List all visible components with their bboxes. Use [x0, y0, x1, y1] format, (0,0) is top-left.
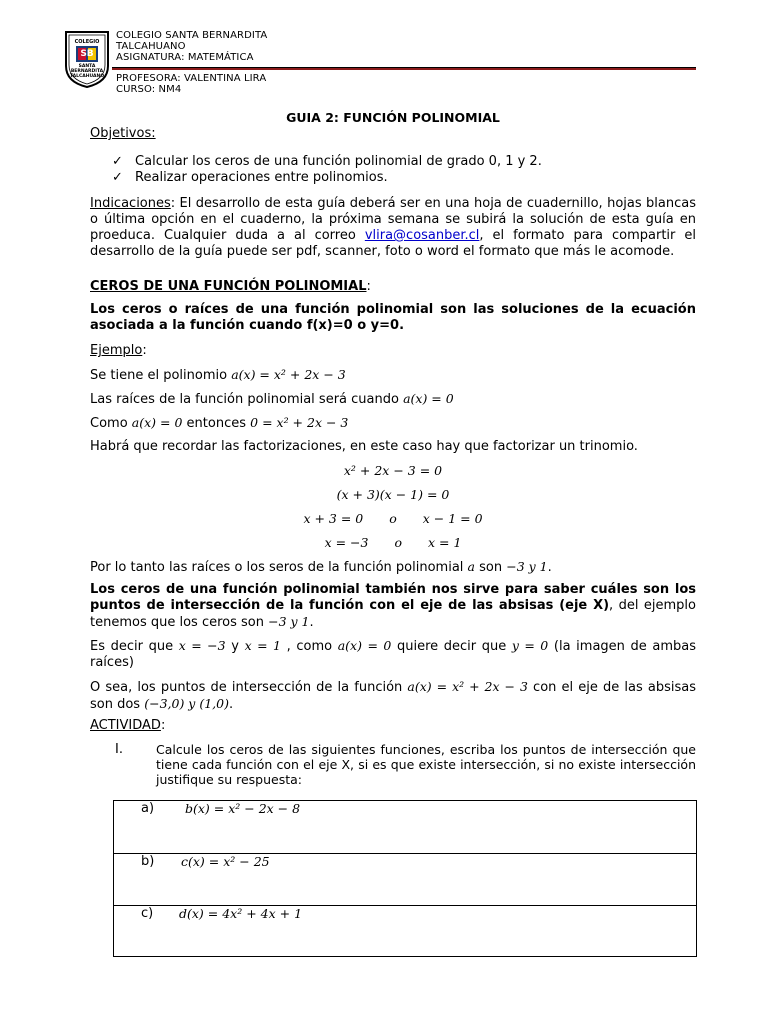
logo-bottom-text-1: SANTA [78, 64, 96, 69]
activity-heading [90, 718, 165, 734]
intersection-paragraph [90, 582, 696, 631]
conclusion-math-b: −3 y 1 [506, 559, 548, 574]
objective-text: Calcular los ceros de una función polinomial de grado 0, 1 y 2. [135, 154, 542, 169]
p3-text-a: O sea, los puntos de intersección de la función [90, 680, 408, 695]
header-city: TALCAHUANO [116, 41, 186, 52]
p2-math-1: x = −3 [178, 638, 226, 653]
header-subject: ASIGNATURA: MATEMÁTICA [116, 52, 254, 63]
example-line-2 [90, 391, 454, 408]
exercise-label: b) [141, 854, 155, 869]
conclusion-text-a: Por lo tanto las raíces o los seros de la función polinomial [90, 560, 468, 575]
indications-text-1: : El desarrollo de esta guía deberá ser en una hoja de cuadernillo, hojas blancas o última opción en el cuaderno, la próxima semana se subirá la solución de esta guía en proeduca. Cualquier duda a al correo [90, 196, 696, 243]
conclusion-text-c: . [547, 560, 552, 575]
exercise-row[interactable] [141, 906, 681, 926]
p2-text-a: Es decir que [90, 639, 179, 654]
indications-paragraph [90, 196, 696, 260]
example-line-3-math-a: a(x) = 0 [131, 415, 183, 430]
equation-3 [90, 511, 696, 526]
equation-4 [90, 535, 696, 550]
exercise-function: b(x) = x² − 2x − 8 [185, 801, 301, 816]
exercise-label: a) [141, 801, 155, 816]
equation-3-left: x + 3 = 0 [303, 511, 364, 526]
example-line-2-math: a(x) = 0 [403, 391, 454, 406]
logo-top-text: COLEGIO [74, 39, 100, 45]
equation-3-right: x − 1 = 0 [422, 511, 483, 526]
indications-text-2: , el formato para compartir el desarrollo de la guía puede ser pdf, scanner, foto o word el formato que más le acomode. [90, 228, 696, 259]
header-school: COLEGIO SANTA BERNARDITA [116, 30, 268, 41]
equation-3-or: o [389, 511, 397, 526]
logo-initials: SB [80, 49, 94, 59]
intersection-math: −3 y 1 [268, 614, 310, 629]
exercise-function: c(x) = x² − 25 [181, 854, 270, 869]
conclusion-line [90, 559, 552, 576]
header-teacher: PROFESORA: VALENTINA LIRA [116, 73, 267, 84]
equation-4-right: x = 1 [427, 535, 462, 550]
p2-text-e: (la imagen de ambas raíces) [90, 639, 697, 670]
equation-4-left: x = −3 [324, 535, 369, 550]
section-heading-text: CEROS DE UNA FUNCIÓN POLINOMIAL [90, 279, 367, 294]
example-line-1-math: a(x) = x² + 2x − 3 [231, 367, 346, 382]
exercise-label: c) [141, 906, 154, 921]
equation-4-or: o [394, 535, 402, 550]
exercise-row[interactable] [141, 854, 681, 874]
activity-heading-colon: : [160, 718, 166, 733]
intersection-paragraph-2 [90, 638, 696, 671]
objective-item [112, 154, 542, 170]
example-line-1 [90, 367, 346, 384]
p2-math-4: y = 0 [511, 638, 549, 653]
example-label [90, 343, 147, 359]
check-icon: ✓ [112, 154, 123, 169]
header-divider-accent [112, 68, 696, 70]
conclusion-text-b: son [475, 560, 507, 575]
intersection-paragraph-3 [90, 679, 696, 713]
header-course: CURSO: NM4 [116, 84, 182, 95]
check-icon: ✓ [112, 170, 123, 185]
example-line-3 [90, 415, 348, 432]
example-line-4: Habrá que recordar las factorizaciones, en este caso hay que factorizar un trinomio. [90, 439, 638, 454]
exercise-table [113, 800, 697, 957]
exercise-function: d(x) = 4x² + 4x + 1 [179, 906, 303, 921]
p2-text-d: quiere decir que [391, 639, 512, 654]
objective-text: Realizar operaciones entre polinomios. [135, 170, 388, 185]
example-label-colon: : [142, 343, 147, 358]
intersection-end: . [309, 615, 314, 630]
p2-math-3: a(x) = 0 [337, 638, 392, 653]
example-line-3-text-a: Como [90, 416, 132, 431]
p3-text-c: . [228, 697, 234, 712]
example-line-1-text: Se tiene el polinomio [90, 368, 232, 383]
example-line-3-math-b: 0 = x² + 2x − 3 [250, 415, 349, 430]
activity-numeral: I. [115, 742, 123, 757]
activity-instruction: Calcule los ceros de las siguientes funciones, escriba los puntos de intersección que tiene cada función con el eje X, si es que existe intersección, si no existe intersección justifique su respuesta: [156, 742, 696, 787]
p3-math-1: a(x) = x² + 2x − 3 [407, 679, 528, 694]
email-link[interactable]: vlira@cosanber.cl [364, 228, 480, 243]
intersection-bold: Los ceros de una función polinomial también nos sirve para saber cuáles son los puntos de intersección de la función con el eje de las absisas (eje X) [90, 582, 696, 613]
logo-bottom-text-3: TALCAHUANO [69, 74, 105, 79]
section-heading [90, 279, 371, 295]
p2-math-2: x = 1 [244, 638, 281, 653]
objectives-heading: Objetivos: [90, 126, 156, 141]
school-logo [64, 30, 110, 88]
objective-item [112, 170, 388, 186]
page-title: GUIA 2: FUNCIÓN POLINOMIAL [286, 110, 500, 125]
p3-math-2: (−3,0) y (1,0) [144, 696, 229, 711]
example-line-2-text: Las raíces de la función polinomial será cuando [90, 392, 404, 407]
indications-label: Indicaciones [90, 196, 171, 211]
equation-2: (x + 3)(x − 1) = 0 [336, 487, 450, 502]
example-line-3-text-b: entonces [182, 416, 251, 431]
intersection-normal: , del ejemplo tenemos que los ceros son [90, 598, 696, 630]
activity-heading-text: ACTIVIDAD [90, 718, 161, 733]
p2-text-b: y [225, 639, 245, 654]
conclusion-math-a: a [467, 559, 475, 574]
logo-bottom-text-2: BERNARDITA [70, 69, 104, 74]
definition-paragraph: Los ceros o raíces de una función polinomial son las soluciones de la ecuación asociada a la función cuando f(x)=0 o y=0. [90, 302, 696, 333]
p2-text-c: , como [280, 639, 338, 654]
example-label-text: Ejemplo [90, 343, 143, 358]
equation-1: x² + 2x − 3 = 0 [343, 463, 443, 478]
exercise-row[interactable] [141, 801, 681, 821]
p3-text-b: con el eje de las absisas son dos [90, 680, 696, 712]
section-heading-colon: : [366, 279, 371, 294]
